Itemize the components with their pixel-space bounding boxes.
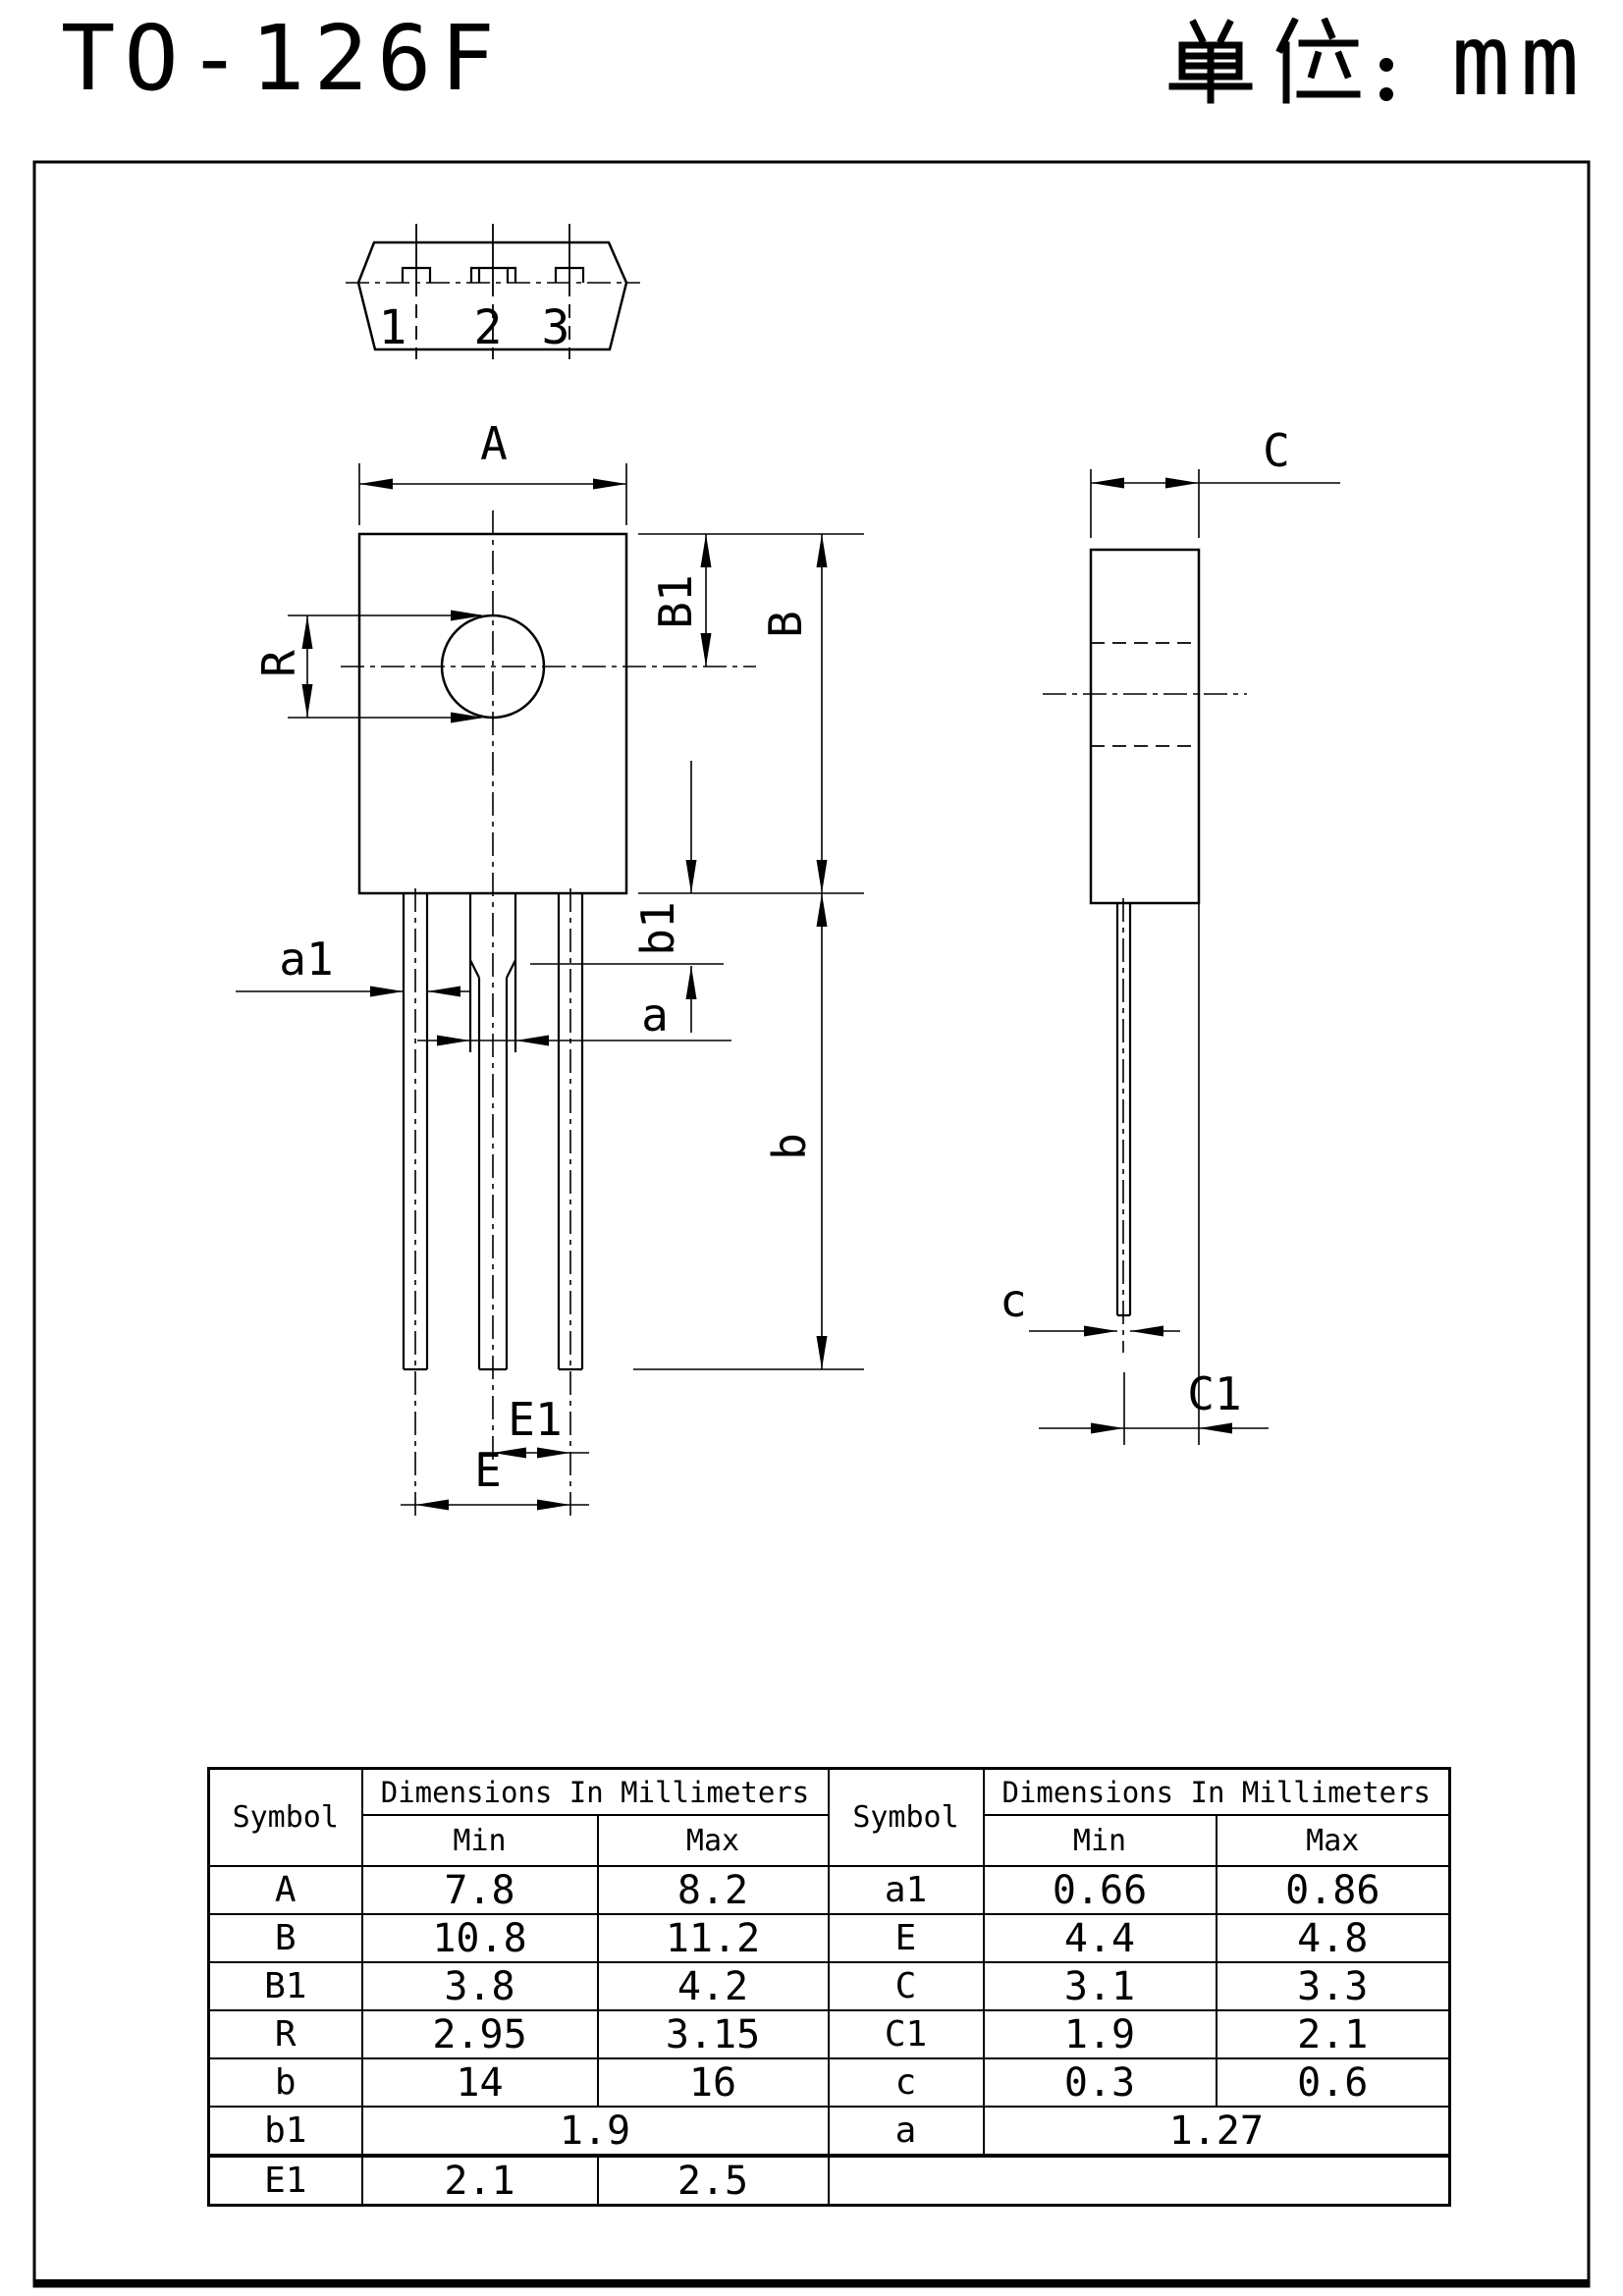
cell-min: 2.1 [362,2156,598,2206]
col-header-min-left: Min [362,1815,598,1866]
pin-number-3: 3 [541,300,570,355]
side-centerlines [1043,694,1247,1353]
cell-max: 0.86 [1217,1866,1450,1914]
col-header-dims-right: Dimensions In Millimeters [984,1769,1450,1816]
dim-label-c: c [1000,1274,1027,1327]
dimensions-table [207,1767,1451,2207]
cell-min: 3.8 [362,1962,598,2010]
cell-min: 10.8 [362,1914,598,1962]
cell-min: 14 [362,2058,598,2107]
dim-C-lines [1091,469,1340,538]
cell-min: 3.1 [984,1962,1217,2010]
cell-symbol: R [209,2010,362,2058]
dim-C1-lines [1039,903,1269,1445]
cell-symbol: a [829,2107,984,2156]
col-header-max-right: Max [1217,1815,1450,1866]
cell-min: 4.4 [984,1914,1217,1962]
col-header-symbol-right: Symbol [829,1769,984,1867]
cell-max: 0.6 [1217,2058,1450,2107]
cell-max: 3.15 [598,2010,829,2058]
cell-max: 11.2 [598,1914,829,1962]
col-header-min-right: Min [984,1815,1217,1866]
dim-label-E1: E1 [508,1393,563,1446]
table-row [209,1962,1450,2010]
dim-label-C1: C1 [1187,1367,1242,1420]
dim-label-E: E [474,1444,502,1497]
cell-max: 8.2 [598,1866,829,1914]
cell-symbol: E [829,1914,984,1962]
cell-symbol: A [209,1866,362,1914]
col-header-dims-left: Dimensions In Millimeters [362,1769,829,1816]
cell-max: 16 [598,2058,829,2107]
cell-min: 1.9 [984,2010,1217,2058]
cell-max: 4.8 [1217,1914,1450,1962]
cell-min: 0.3 [984,2058,1217,2107]
cell-symbol: B1 [209,1962,362,2010]
pin-number-2: 2 [473,300,503,355]
table-row [209,1866,1450,1914]
dim-label-a1: a1 [279,933,334,986]
cell-symbol: b [209,2058,362,2107]
dim-label-R: R [252,650,305,677]
col-header-max-left: Max [598,1815,829,1866]
cell-max: 2.1 [1217,2010,1450,2058]
table-row [209,2156,1450,2206]
cell-symbol: b1 [209,2107,362,2156]
cell-span-value: 1.9 [362,2107,829,2156]
side-body-outline [1091,550,1199,903]
cell-symbol: C [829,1962,984,2010]
dim-label-a: a [641,988,669,1041]
dim-label-B1: B1 [649,574,702,629]
cell-min: 7.8 [362,1866,598,1914]
dim-label-b1: b1 [631,901,684,956]
table-row [209,2010,1450,2058]
page-title: TO-126F [61,6,504,111]
cell-symbol: E1 [209,2156,362,2206]
col-header-symbol-left: Symbol [209,1769,362,1867]
cell-symbol: a1 [829,1866,984,1914]
unit-value: mm [1451,3,1590,118]
pin-number-1: 1 [378,300,407,355]
dim-label-A: A [480,417,508,470]
cell-symbol: B [209,1914,362,1962]
cell-max: 4.2 [598,1962,829,2010]
table-row [209,1914,1450,1962]
dim-label-b: b [763,1133,816,1160]
cell-empty [829,2156,1450,2206]
dim-label-B: B [759,611,812,638]
cell-max: 2.5 [598,2156,829,2206]
cell-min: 2.95 [362,2010,598,2058]
cell-max: 3.3 [1217,1962,1450,2010]
dim-label-C: C [1263,424,1290,477]
cell-symbol: c [829,2058,984,2107]
cell-span-value: 1.27 [984,2107,1450,2156]
cell-symbol: C1 [829,2010,984,2058]
cell-min: 0.66 [984,1866,1217,1914]
table-row [209,2107,1450,2156]
table-row [209,2058,1450,2107]
